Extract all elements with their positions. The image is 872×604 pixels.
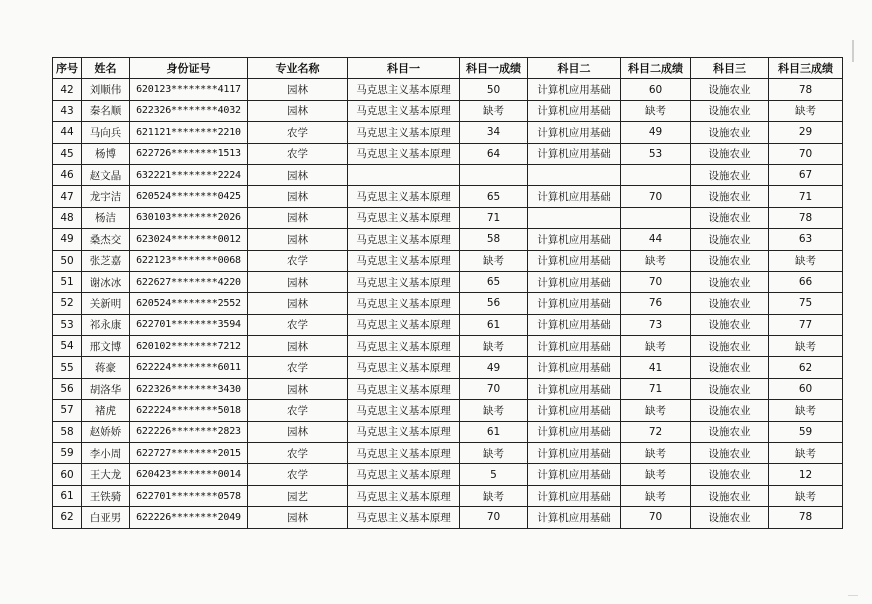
cell-col-id-number: 622123********0068 — [130, 250, 248, 271]
cell-col-index: 56 — [53, 378, 82, 399]
table-row — [53, 378, 843, 399]
cell-col-subject3-score: 78 — [769, 207, 843, 228]
cell-col-subject1: 马克思主义基本原理 — [348, 357, 460, 378]
table-row — [53, 207, 843, 228]
cell-col-subject3: 设施农业 — [691, 507, 769, 528]
cell-col-name: 马向兵 — [82, 122, 130, 143]
cell-col-subject1: 马克思主义基本原理 — [348, 314, 460, 335]
cell-col-subject3: 设施农业 — [691, 100, 769, 121]
cell-col-subject3: 设施农业 — [691, 271, 769, 292]
cell-col-id-number: 622701********3594 — [130, 314, 248, 335]
cell-col-major: 园林 — [248, 507, 348, 528]
cell-col-subject3-score: 78 — [769, 507, 843, 528]
cell-col-subject3: 设施农业 — [691, 336, 769, 357]
cell-col-subject1: 马克思主义基本原理 — [348, 421, 460, 442]
cell-col-subject2: 计算机应用基础 — [528, 400, 621, 421]
cell-col-subject1: 马克思主义基本原理 — [348, 507, 460, 528]
cell-col-id-number: 622326********3430 — [130, 378, 248, 399]
table-row — [53, 250, 843, 271]
cell-col-name: 刘顺伟 — [82, 79, 130, 100]
cell-col-subject2-score: 73 — [621, 314, 691, 335]
cell-col-subject3: 设施农业 — [691, 79, 769, 100]
cell-col-subject3-score: 缺考 — [769, 400, 843, 421]
table-row — [53, 443, 843, 464]
cell-col-name: 谢冰冰 — [82, 271, 130, 292]
cell-col-major: 农学 — [248, 357, 348, 378]
cell-col-index: 60 — [53, 464, 82, 485]
table-row — [53, 507, 843, 528]
table-row — [53, 100, 843, 121]
cell-col-major: 农学 — [248, 122, 348, 143]
cell-col-subject2: 计算机应用基础 — [528, 378, 621, 399]
cell-col-subject1: 马克思主义基本原理 — [348, 378, 460, 399]
cell-col-major: 农学 — [248, 250, 348, 271]
cell-col-name: 杨洁 — [82, 207, 130, 228]
cell-col-subject1: 马克思主义基本原理 — [348, 122, 460, 143]
cell-col-id-number: 622727********2015 — [130, 443, 248, 464]
cell-col-subject2-score: 缺考 — [621, 464, 691, 485]
cell-col-subject1-score: 64 — [460, 143, 528, 164]
cell-col-subject3: 设施农业 — [691, 443, 769, 464]
cell-col-subject3: 设施农业 — [691, 314, 769, 335]
cell-col-subject2-score: 70 — [621, 271, 691, 292]
cell-col-subject1: 马克思主义基本原理 — [348, 464, 460, 485]
cell-col-major: 园林 — [248, 164, 348, 185]
cell-col-subject3: 设施农业 — [691, 122, 769, 143]
cell-col-subject1: 马克思主义基本原理 — [348, 336, 460, 357]
cell-col-subject3-score: 缺考 — [769, 336, 843, 357]
cell-col-subject2: 计算机应用基础 — [528, 79, 621, 100]
cell-col-subject3: 设施农业 — [691, 464, 769, 485]
cell-col-name: 杨博 — [82, 143, 130, 164]
cell-col-id-number: 620423********0014 — [130, 464, 248, 485]
cell-col-name: 桑杰交 — [82, 229, 130, 250]
table-row — [53, 79, 843, 100]
cell-col-major: 农学 — [248, 314, 348, 335]
cell-col-subject3: 设施农业 — [691, 378, 769, 399]
cell-col-subject1-score: 缺考 — [460, 400, 528, 421]
cell-col-id-number: 622224********5018 — [130, 400, 248, 421]
cell-col-name: 褚虎 — [82, 400, 130, 421]
table-row — [53, 122, 843, 143]
cell-col-name: 邢文博 — [82, 336, 130, 357]
cell-col-subject2: 计算机应用基础 — [528, 250, 621, 271]
cell-col-subject3-score: 66 — [769, 271, 843, 292]
cell-col-id-number: 620524********0425 — [130, 186, 248, 207]
table-row — [53, 336, 843, 357]
cell-col-major: 园林 — [248, 293, 348, 314]
cell-col-subject1-score: 缺考 — [460, 443, 528, 464]
cell-col-subject1 — [348, 164, 460, 185]
cell-col-index: 54 — [53, 336, 82, 357]
cell-col-subject1: 马克思主义基本原理 — [348, 143, 460, 164]
table-row — [53, 293, 843, 314]
cell-col-subject3: 设施农业 — [691, 229, 769, 250]
cell-col-subject2: 计算机应用基础 — [528, 357, 621, 378]
cell-col-subject1: 马克思主义基本原理 — [348, 271, 460, 292]
cell-col-subject1-score: 缺考 — [460, 336, 528, 357]
cell-col-name: 关新明 — [82, 293, 130, 314]
cell-col-subject2: 计算机应用基础 — [528, 421, 621, 442]
cell-col-subject3: 设施农业 — [691, 143, 769, 164]
cell-col-subject1-score: 65 — [460, 271, 528, 292]
cell-col-subject2: 计算机应用基础 — [528, 122, 621, 143]
header-col-subject3: 科目三 — [691, 58, 769, 79]
cell-col-subject3: 设施农业 — [691, 485, 769, 506]
table-row — [53, 229, 843, 250]
cell-col-major: 农学 — [248, 464, 348, 485]
cell-col-id-number: 630103********2026 — [130, 207, 248, 228]
cell-col-index: 50 — [53, 250, 82, 271]
cell-col-major: 园林 — [248, 336, 348, 357]
cell-col-id-number: 622226********2823 — [130, 421, 248, 442]
cell-col-index: 43 — [53, 100, 82, 121]
table-header-row — [53, 58, 843, 79]
header-col-index: 序号 — [53, 58, 82, 79]
cell-col-major: 园林 — [248, 421, 348, 442]
grades-table — [52, 57, 843, 529]
cell-col-name: 胡洛华 — [82, 378, 130, 399]
cell-col-name: 秦名顺 — [82, 100, 130, 121]
cell-col-major: 园林 — [248, 229, 348, 250]
cell-col-id-number: 622226********2049 — [130, 507, 248, 528]
cell-col-subject3: 设施农业 — [691, 421, 769, 442]
cell-col-subject2: 计算机应用基础 — [528, 100, 621, 121]
cell-col-subject3-score: 71 — [769, 186, 843, 207]
cell-col-index: 59 — [53, 443, 82, 464]
cell-col-index: 51 — [53, 271, 82, 292]
cell-col-subject2-score: 49 — [621, 122, 691, 143]
cell-col-subject3-score: 59 — [769, 421, 843, 442]
cell-col-subject1: 马克思主义基本原理 — [348, 443, 460, 464]
cell-col-major: 园林 — [248, 100, 348, 121]
cell-col-major: 园林 — [248, 79, 348, 100]
cell-col-subject2-score: 缺考 — [621, 336, 691, 357]
cell-col-subject1: 马克思主义基本原理 — [348, 485, 460, 506]
header-col-subject1-score: 科目一成绩 — [460, 58, 528, 79]
cell-col-subject2-score: 72 — [621, 421, 691, 442]
cell-col-id-number: 622726********1513 — [130, 143, 248, 164]
cell-col-name: 祁永康 — [82, 314, 130, 335]
cell-col-subject2-score: 41 — [621, 357, 691, 378]
cell-col-subject2-score: 70 — [621, 507, 691, 528]
cell-col-subject3-score: 62 — [769, 357, 843, 378]
cell-col-subject3-score: 77 — [769, 314, 843, 335]
cell-col-name: 王铁骑 — [82, 485, 130, 506]
cell-col-subject3-score: 缺考 — [769, 250, 843, 271]
cell-col-subject2-score — [621, 164, 691, 185]
cell-col-id-number: 623024********0012 — [130, 229, 248, 250]
table-row — [53, 357, 843, 378]
table-row — [53, 421, 843, 442]
cell-col-name: 李小周 — [82, 443, 130, 464]
cell-col-subject1-score: 缺考 — [460, 100, 528, 121]
cell-col-subject1-score: 49 — [460, 357, 528, 378]
cell-col-major: 农学 — [248, 400, 348, 421]
table-row — [53, 485, 843, 506]
cell-col-id-number: 620123********4117 — [130, 79, 248, 100]
cell-col-name: 王大龙 — [82, 464, 130, 485]
cell-col-subject2 — [528, 207, 621, 228]
cell-col-subject3-score: 29 — [769, 122, 843, 143]
cell-col-subject1-score: 缺考 — [460, 485, 528, 506]
cell-col-subject1-score: 65 — [460, 186, 528, 207]
cell-col-subject3-score: 70 — [769, 143, 843, 164]
cell-col-subject1-score: 70 — [460, 378, 528, 399]
scan-corner-mark — [848, 595, 858, 596]
header-col-subject3-score: 科目三成绩 — [769, 58, 843, 79]
cell-col-name: 龙宇洁 — [82, 186, 130, 207]
cell-col-subject3-score: 67 — [769, 164, 843, 185]
cell-col-subject1-score: 71 — [460, 207, 528, 228]
table-row — [53, 400, 843, 421]
cell-col-subject2-score: 60 — [621, 79, 691, 100]
cell-col-subject1-score: 34 — [460, 122, 528, 143]
cell-col-subject1-score: 50 — [460, 79, 528, 100]
cell-col-major: 园林 — [248, 378, 348, 399]
cell-col-id-number: 621121********2210 — [130, 122, 248, 143]
cell-col-subject2 — [528, 164, 621, 185]
cell-col-subject1-score: 56 — [460, 293, 528, 314]
cell-col-index: 45 — [53, 143, 82, 164]
cell-col-index: 44 — [53, 122, 82, 143]
cell-col-subject3: 设施农业 — [691, 250, 769, 271]
cell-col-subject1: 马克思主义基本原理 — [348, 229, 460, 250]
cell-col-index: 62 — [53, 507, 82, 528]
cell-col-name: 白亚男 — [82, 507, 130, 528]
cell-col-subject1: 马克思主义基本原理 — [348, 293, 460, 314]
cell-col-subject2: 计算机应用基础 — [528, 271, 621, 292]
cell-col-subject1-score: 5 — [460, 464, 528, 485]
cell-col-id-number: 620102********7212 — [130, 336, 248, 357]
cell-col-major: 园艺 — [248, 485, 348, 506]
cell-col-major: 农学 — [248, 443, 348, 464]
cell-col-major: 园林 — [248, 271, 348, 292]
cell-col-index: 61 — [53, 485, 82, 506]
cell-col-subject1: 马克思主义基本原理 — [348, 100, 460, 121]
cell-col-subject2-score: 44 — [621, 229, 691, 250]
cell-col-subject3-score: 75 — [769, 293, 843, 314]
cell-col-index: 48 — [53, 207, 82, 228]
cell-col-subject3-score: 缺考 — [769, 485, 843, 506]
cell-col-index: 47 — [53, 186, 82, 207]
header-col-subject2-score: 科目二成绩 — [621, 58, 691, 79]
cell-col-subject2-score: 缺考 — [621, 485, 691, 506]
cell-col-subject3-score: 缺考 — [769, 443, 843, 464]
cell-col-id-number: 622326********4032 — [130, 100, 248, 121]
cell-col-major: 园林 — [248, 207, 348, 228]
cell-col-subject3: 设施农业 — [691, 186, 769, 207]
cell-col-name: 赵娇娇 — [82, 421, 130, 442]
cell-col-index: 52 — [53, 293, 82, 314]
cell-col-name: 蒋豪 — [82, 357, 130, 378]
cell-col-subject2-score — [621, 207, 691, 228]
cell-col-subject2-score: 70 — [621, 186, 691, 207]
cell-col-id-number: 622224********6011 — [130, 357, 248, 378]
header-col-name: 姓名 — [82, 58, 130, 79]
cell-col-name: 赵文晶 — [82, 164, 130, 185]
cell-col-subject3: 设施农业 — [691, 293, 769, 314]
table-row — [53, 464, 843, 485]
scan-edge-mark — [852, 40, 854, 62]
cell-col-subject1: 马克思主义基本原理 — [348, 250, 460, 271]
cell-col-subject2: 计算机应用基础 — [528, 293, 621, 314]
cell-col-subject1-score: 缺考 — [460, 250, 528, 271]
cell-col-subject2: 计算机应用基础 — [528, 507, 621, 528]
cell-col-subject3: 设施农业 — [691, 357, 769, 378]
cell-col-id-number: 620524********2552 — [130, 293, 248, 314]
cell-col-subject2-score: 缺考 — [621, 400, 691, 421]
cell-col-subject3: 设施农业 — [691, 207, 769, 228]
cell-col-major: 农学 — [248, 143, 348, 164]
cell-col-subject1-score — [460, 164, 528, 185]
cell-col-index: 53 — [53, 314, 82, 335]
cell-col-subject3-score: 缺考 — [769, 100, 843, 121]
cell-col-subject2: 计算机应用基础 — [528, 464, 621, 485]
cell-col-index: 49 — [53, 229, 82, 250]
header-col-subject1: 科目一 — [348, 58, 460, 79]
cell-col-index: 46 — [53, 164, 82, 185]
cell-col-subject2: 计算机应用基础 — [528, 443, 621, 464]
cell-col-subject1: 马克思主义基本原理 — [348, 207, 460, 228]
cell-col-id-number: 632221********2224 — [130, 164, 248, 185]
cell-col-id-number: 622701********0578 — [130, 485, 248, 506]
cell-col-index: 57 — [53, 400, 82, 421]
cell-col-subject1: 马克思主义基本原理 — [348, 79, 460, 100]
header-col-major: 专业名称 — [248, 58, 348, 79]
cell-col-subject1: 马克思主义基本原理 — [348, 400, 460, 421]
table-row — [53, 164, 843, 185]
cell-col-subject1-score: 70 — [460, 507, 528, 528]
cell-col-subject3-score: 12 — [769, 464, 843, 485]
cell-col-subject3-score: 63 — [769, 229, 843, 250]
cell-col-subject2: 计算机应用基础 — [528, 314, 621, 335]
cell-col-subject3-score: 78 — [769, 79, 843, 100]
cell-col-index: 42 — [53, 79, 82, 100]
cell-col-subject2: 计算机应用基础 — [528, 336, 621, 357]
cell-col-id-number: 622627********4220 — [130, 271, 248, 292]
cell-col-subject2-score: 53 — [621, 143, 691, 164]
cell-col-subject2-score: 76 — [621, 293, 691, 314]
header-col-id-number: 身份证号 — [130, 58, 248, 79]
cell-col-subject2-score: 缺考 — [621, 443, 691, 464]
cell-col-index: 55 — [53, 357, 82, 378]
table-body — [53, 79, 843, 528]
cell-col-subject2: 计算机应用基础 — [528, 229, 621, 250]
cell-col-subject1-score: 58 — [460, 229, 528, 250]
cell-col-subject3: 设施农业 — [691, 164, 769, 185]
cell-col-subject1: 马克思主义基本原理 — [348, 186, 460, 207]
cell-col-subject2-score: 71 — [621, 378, 691, 399]
table-row — [53, 314, 843, 335]
header-col-subject2: 科目二 — [528, 58, 621, 79]
cell-col-subject3: 设施农业 — [691, 400, 769, 421]
cell-col-name: 张芝嘉 — [82, 250, 130, 271]
cell-col-subject2-score: 缺考 — [621, 250, 691, 271]
cell-col-subject2: 计算机应用基础 — [528, 186, 621, 207]
table-row — [53, 143, 843, 164]
cell-col-subject1-score: 61 — [460, 314, 528, 335]
table-row — [53, 271, 843, 292]
cell-col-subject1-score: 61 — [460, 421, 528, 442]
cell-col-major: 园林 — [248, 186, 348, 207]
cell-col-subject2-score: 缺考 — [621, 100, 691, 121]
table-row — [53, 186, 843, 207]
cell-col-subject2: 计算机应用基础 — [528, 485, 621, 506]
cell-col-index: 58 — [53, 421, 82, 442]
cell-col-subject2: 计算机应用基础 — [528, 143, 621, 164]
cell-col-subject3-score: 60 — [769, 378, 843, 399]
